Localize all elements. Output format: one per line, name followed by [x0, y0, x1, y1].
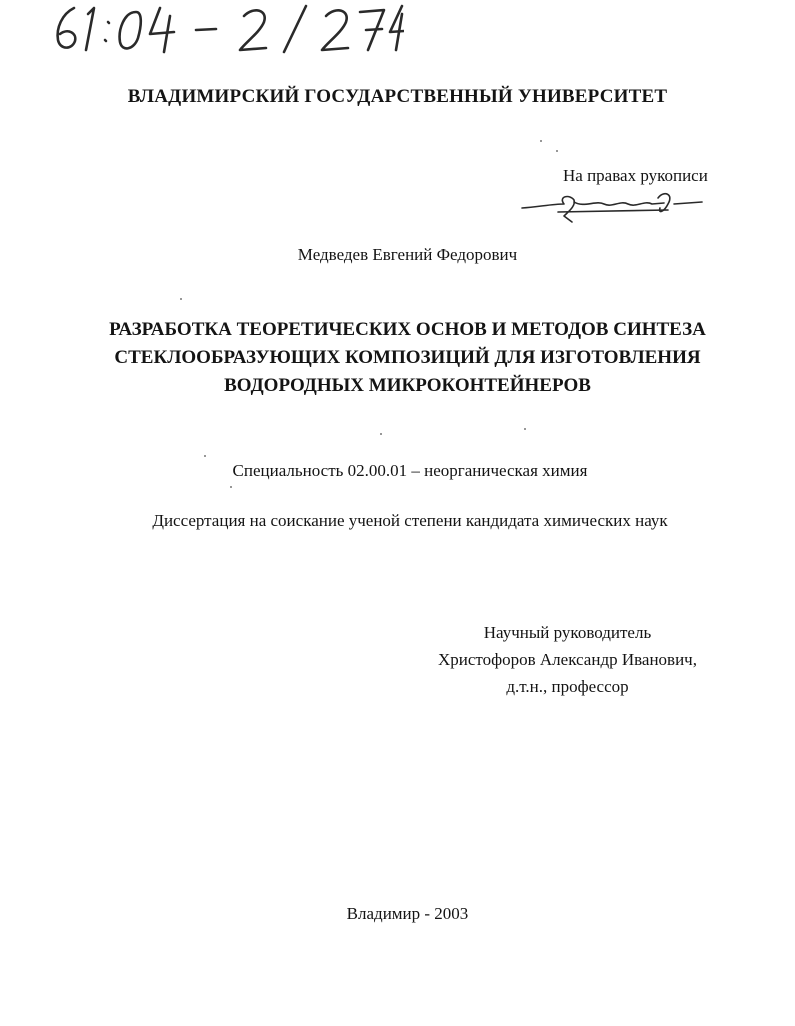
scan-speck	[230, 486, 232, 488]
rights-note: На правах рукописи	[563, 166, 708, 185]
dissertation-note: Диссертация на соискание ученой степени кандидата химических наук	[152, 511, 668, 530]
supervisor-block	[400, 619, 735, 700]
scan-speck	[204, 455, 206, 457]
title-line: ВОДОРОДНЫХ МИКРОКОНТЕЙНЕРОВ	[224, 375, 591, 396]
supervisor-degree: д.т.н., профессор	[506, 677, 629, 696]
dissertation-title	[0, 316, 795, 400]
scan-speck	[380, 433, 382, 435]
handwritten-archive-code	[44, 0, 404, 60]
title-line: РАЗРАБОТКА ТЕОРЕТИЧЕСКИХ ОСНОВ И МЕТОДОВ СИНТЕЗА	[109, 319, 706, 340]
scan-speck	[180, 298, 182, 300]
supervisor-label: Научный руководитель	[483, 623, 652, 642]
city-year: Владимир - 2003	[346, 904, 469, 923]
title-line: СТЕКЛООБРАЗУЮЩИХ КОМПОЗИЦИЙ ДЛЯ ИЗГОТОВЛЕНИЯ	[114, 347, 701, 368]
university-name: ВЛАДИМИРСКИЙ ГОСУДАРСТВЕННЫЙ УНИВЕРСИТЕТ	[127, 86, 668, 107]
specialty: Специальность 02.00.01 – неорганическая химия	[232, 461, 588, 480]
scan-speck	[556, 150, 558, 152]
signature	[518, 186, 708, 226]
scan-speck	[540, 140, 542, 142]
scan-speck	[524, 428, 526, 430]
author-name: Медведев Евгений Федорович	[297, 245, 518, 264]
supervisor-name: Христофоров Александр Иванович,	[437, 650, 697, 669]
